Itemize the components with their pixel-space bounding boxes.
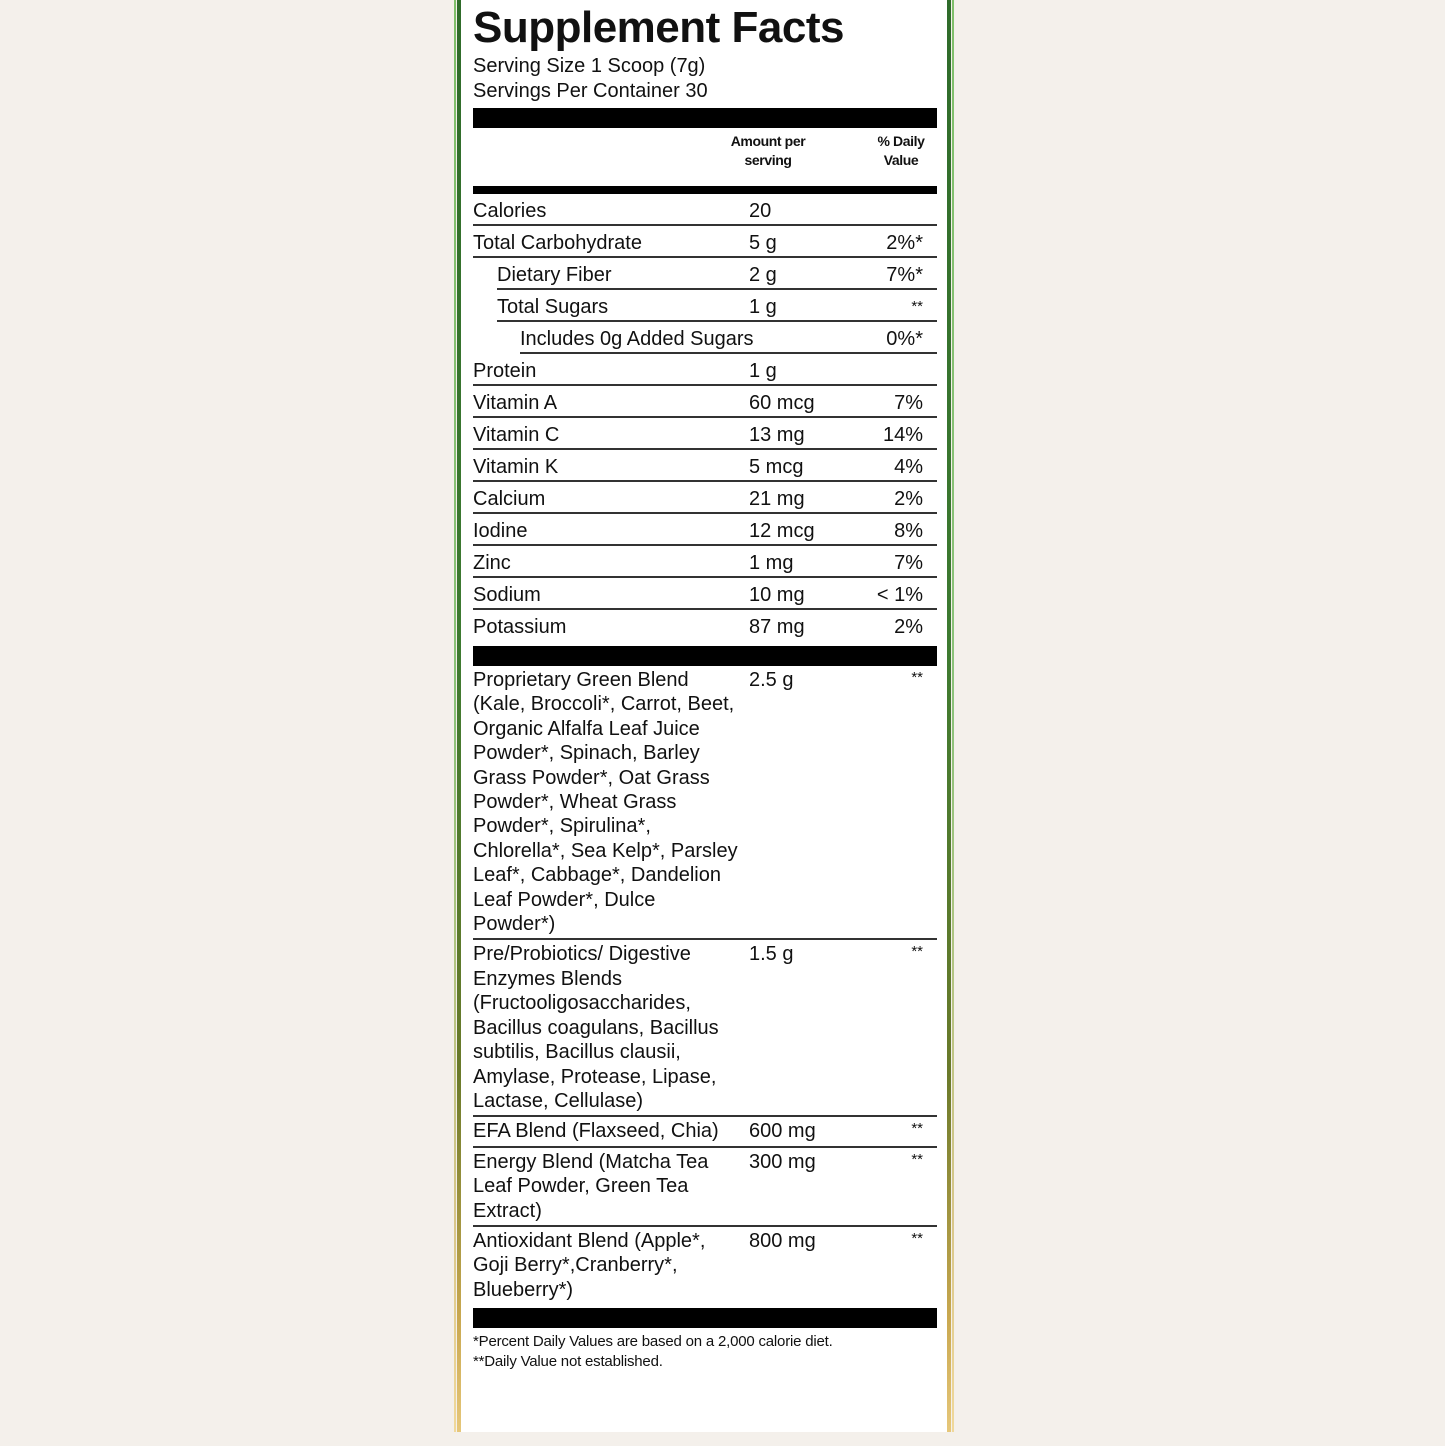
footnote-dv-not-established: **Daily Value not established. [473,1353,663,1371]
nutrient-row-total-carbohydrate: Total Carbohydrate 5 g 2%* [473,226,937,258]
nutrient-row-total-sugars: Total Sugars 1 g ** [497,290,937,322]
serving-size: Serving Size 1 Scoop (7g) [473,55,706,77]
blend-row-efa: EFA Blend (Flaxseed, Chia) 600 mg ** [473,1117,937,1147]
label-left-border [457,0,461,1432]
thick-divider [473,1308,937,1328]
nutrient-row-iodine: Iodine 12 mcg 8% [473,514,937,546]
supplement-facts-label [457,0,951,1432]
nutrient-row-sodium: Sodium 10 mg < 1% [473,578,937,610]
column-headers [473,128,937,186]
amount-per-serving-header: Amount per serving [730,133,806,168]
nutrient-table [473,194,937,642]
nutrient-row-vitamin-k: Vitamin K 5 mcg 4% [473,450,937,482]
nutrient-row-dietary-fiber: Dietary Fiber 2 g 7%* [497,258,937,290]
blend-row-probiotics-enzymes: Pre/Probiotics/ Digestive Enzymes Blends (Fructooligosaccharides, Bacillus coagulans, Bacillus subtilis, Bacillus clausii, Amylase, Protease, Lipase, Lactase, Cellulase) 1.5 g ** [473,940,937,1117]
nutrient-row-calcium: Calcium 21 mg 2% [473,482,937,514]
blend-row-proprietary-green: Proprietary Green Blend (Kale, Broccoli*, Carrot, Beet, Organic Alfalfa Leaf Juice Powder*, Spinach, Barley Grass Powder*, Oat Grass Powder*, Wheat Grass Powder*, Spirulina*, Chlorella*, Sea Kelp*, Parsley Leaf*, Cabbage*, Dandelion Leaf Powder*, Dulce Powder*) 2.5 g ** [473,666,937,940]
blend-table [473,666,937,1304]
nutrient-row-potassium: Potassium 87 mg 2% [473,616,923,638]
daily-value-header: % Daily Value [877,133,925,168]
nutrient-row-added-sugars: Includes 0g Added Sugars 0%* [520,322,937,354]
footnotes [473,1332,937,1372]
nutrient-row-protein: Protein 1 g [473,354,937,386]
thick-divider [473,646,937,666]
nutrient-row-zinc: Zinc 1 mg 7% [473,546,937,578]
label-content [473,0,937,1372]
thick-divider [473,108,937,128]
nutrient-row-vitamin-c: Vitamin C 13 mg 14% [473,418,937,450]
nutrient-row-calories: Calories 20 [473,194,937,226]
blend-row-antioxidant: Antioxidant Blend (Apple*, Goji Berry*,Cranberry*, Blueberry*) 800 mg ** [473,1229,923,1301]
blend-row-energy: Energy Blend (Matcha Tea Leaf Powder, Green Tea Extract) 300 mg ** [473,1148,937,1227]
label-title: Supplement Facts [473,3,844,52]
nutrient-row-vitamin-a: Vitamin A 60 mcg 7% [473,386,937,418]
footnote-percent-dv: *Percent Daily Values are based on a 2,000 calorie diet. [473,1333,833,1351]
label-right-border [947,0,951,1432]
medium-divider [473,186,937,194]
servings-per-container: Servings Per Container 30 [473,80,708,102]
